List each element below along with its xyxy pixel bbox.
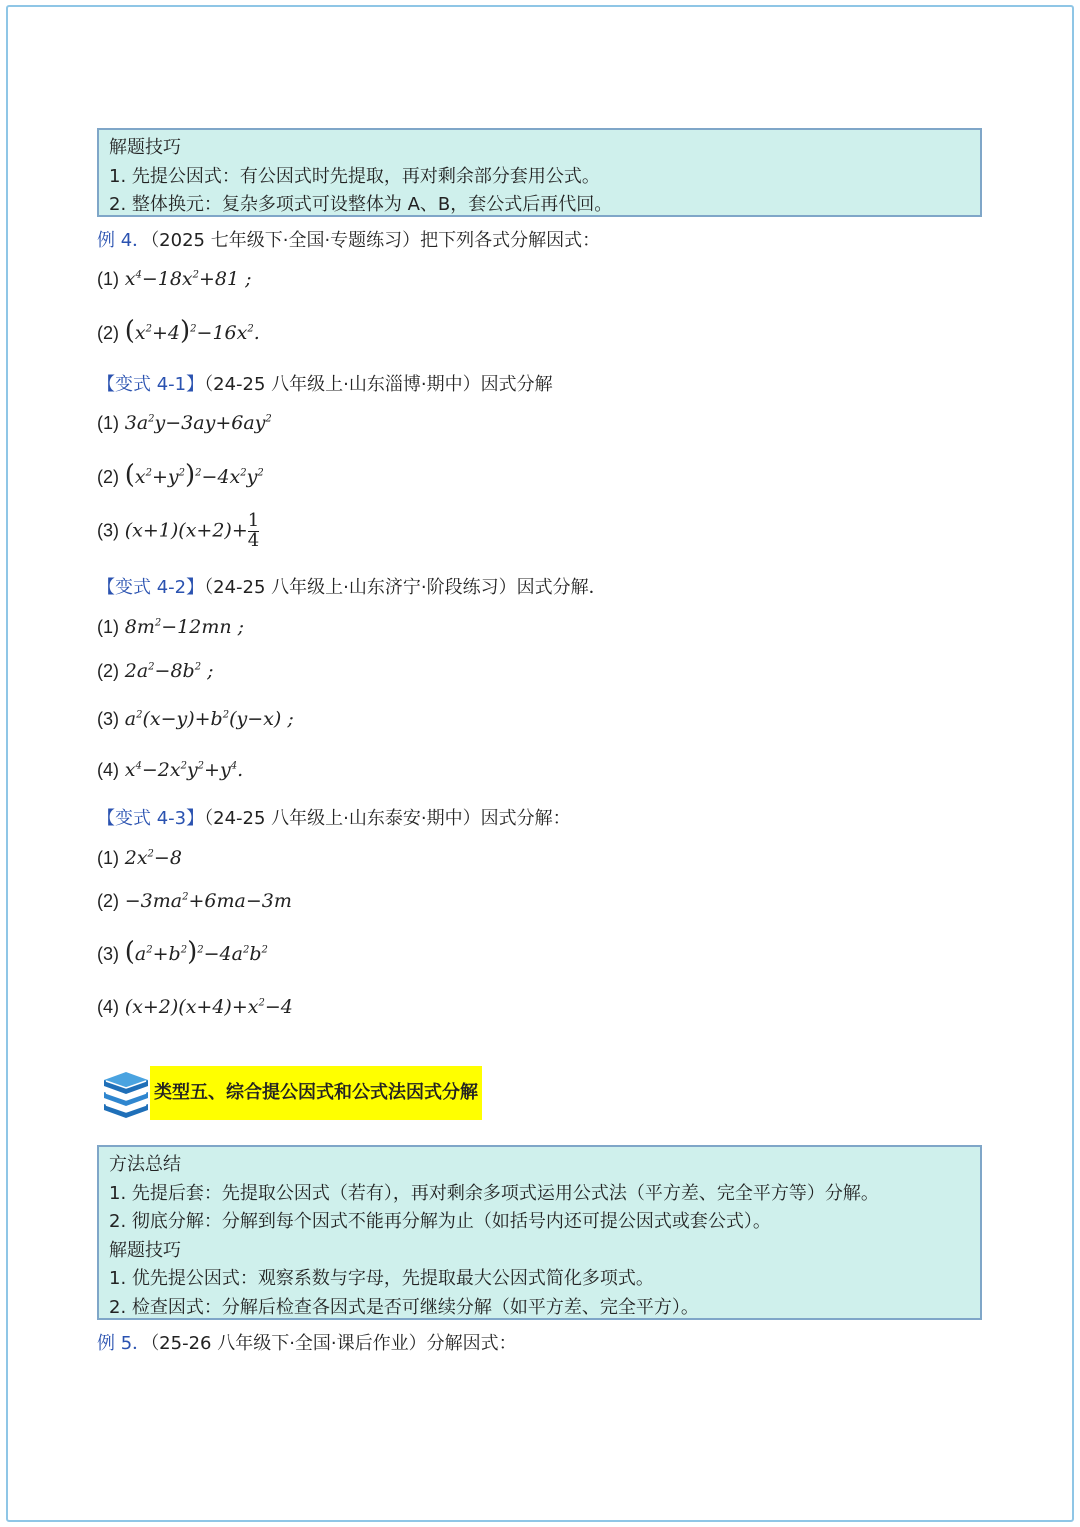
variant-4-2-heading bbox=[97, 573, 607, 599]
problem-item bbox=[97, 847, 182, 869]
problem-item bbox=[97, 890, 292, 912]
tips-box bbox=[97, 128, 982, 217]
method-summary-box bbox=[97, 1145, 982, 1320]
formula: $(x+2)(x+4)+x^2-4$ bbox=[124, 996, 293, 1018]
formula: $a^2(x-y)+b^2(y-x)$ ; bbox=[124, 708, 294, 730]
item-number: (2) bbox=[97, 891, 119, 911]
tip-item: 1. 优先提公因式：观察系数与字母，先提取最大公因式简化多项式。 bbox=[109, 1268, 654, 1289]
problem-item bbox=[97, 660, 214, 682]
example-5-heading bbox=[97, 1329, 517, 1355]
variant-4-3-heading bbox=[97, 804, 571, 830]
tip-item: 2. 检查因式：分解后检查各因式是否可继续分解（如平方差、完全平方）。 bbox=[109, 1296, 699, 1318]
item-number: (4) bbox=[97, 760, 119, 780]
formula: $(a^2+b^2)^2-4a^2b^2$ bbox=[124, 937, 268, 967]
summary-title: 方法总结 bbox=[109, 1154, 181, 1175]
formula: $3a^2y-3ay+6ay^2$ bbox=[124, 412, 272, 434]
problem-item bbox=[97, 759, 243, 781]
example-4-heading bbox=[97, 226, 600, 252]
item-number: (3) bbox=[97, 709, 119, 729]
variant-label: 【变式 4-2】 bbox=[97, 577, 205, 598]
item-number: (2) bbox=[97, 323, 119, 343]
formula: $8m^2-12mn$ ; bbox=[124, 616, 245, 638]
example-source: （2025 七年级下·全国·专题练习）把下列各式分解因式： bbox=[150, 230, 601, 251]
formula: $x^4-18x^2+81$ ; bbox=[124, 268, 252, 290]
formula: $-3ma^2+6ma-3m$ bbox=[124, 890, 292, 912]
problem-item bbox=[97, 460, 264, 490]
section-title: 类型五、综合提公因式和公式法因式分解 bbox=[150, 1066, 482, 1120]
example-source: （25-26 八年级下·全国·课后作业）分解因式： bbox=[150, 1333, 517, 1354]
formula: $x^4-2x^2y^2+y^4$. bbox=[124, 759, 244, 781]
formula: $2a^2-8b^2$ ; bbox=[124, 660, 214, 682]
tip-item: 2. 整体换元：复杂多项式可设整体为 A、B，套公式后再代回。 bbox=[109, 194, 613, 215]
problem-item bbox=[97, 412, 272, 434]
variant-source: （24-25 八年级上·山东泰安·期中）因式分解： bbox=[204, 808, 571, 829]
problem-item bbox=[97, 316, 260, 346]
formula: $(x^2+4)^2-16x^2$. bbox=[124, 316, 260, 346]
tips-title: 解题技巧 bbox=[109, 1239, 181, 1261]
item-number: (4) bbox=[97, 997, 119, 1017]
summary-item: 1. 先提后套：先提取公因式（若有），再对剩余多项式运用公式法（平方差、完全平方等）分解。 bbox=[109, 1182, 879, 1204]
books-icon bbox=[100, 1068, 152, 1118]
tip-item: 1. 先提公因式：有公因式时先提取，再对剩余部分套用公式。 bbox=[109, 165, 600, 187]
variant-4-1-heading bbox=[97, 370, 553, 396]
fraction: $\frac{1}{4}$ bbox=[247, 510, 260, 551]
problem-item bbox=[97, 512, 259, 551]
variant-label: 【变式 4-3】 bbox=[97, 808, 205, 829]
variant-source: （24-25 八年级上·山东济宁·阶段练习）因式分解． bbox=[204, 577, 607, 598]
item-number: (2) bbox=[97, 661, 119, 681]
tips-title: 解题技巧 bbox=[109, 137, 181, 158]
variant-label: 【变式 4-1】 bbox=[97, 374, 205, 395]
problem-item bbox=[97, 268, 252, 290]
variant-source: （24-25 八年级上·山东淄博·期中）因式分解 bbox=[204, 374, 553, 395]
problem-item bbox=[97, 616, 244, 638]
example-label: 例 4． bbox=[97, 230, 151, 251]
formula: $(x^2+y^2)^2-4x^2y^2$ bbox=[124, 460, 264, 490]
problem-item bbox=[97, 937, 268, 967]
formula: $2x^2-8$ bbox=[124, 847, 182, 869]
item-number: (1) bbox=[97, 848, 119, 868]
formula: (x+1)(x+2)+ bbox=[124, 519, 248, 542]
problem-item bbox=[97, 708, 294, 730]
item-number: (1) bbox=[97, 269, 119, 289]
problem-item bbox=[97, 996, 293, 1018]
item-number: (1) bbox=[97, 413, 119, 433]
item-number: (3) bbox=[97, 520, 119, 541]
item-number: (1) bbox=[97, 617, 119, 637]
example-label: 例 5． bbox=[97, 1333, 151, 1354]
summary-item: 2. 彻底分解：分解到每个因式不能再分解为止（如括号内还可提公因式或套公式）。 bbox=[109, 1211, 771, 1232]
item-number: (2) bbox=[97, 467, 119, 487]
item-number: (3) bbox=[97, 944, 119, 964]
